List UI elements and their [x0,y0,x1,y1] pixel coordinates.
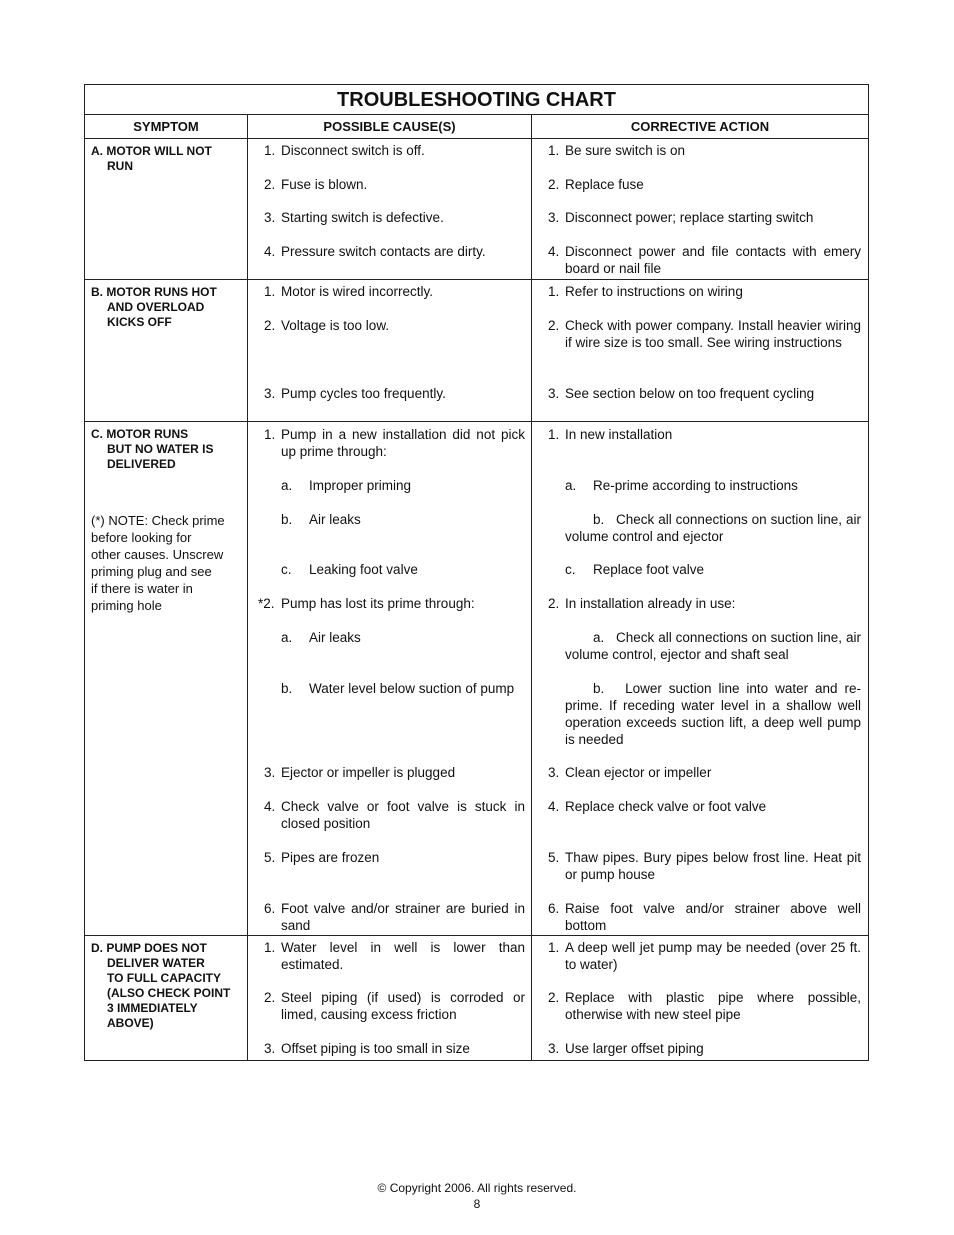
action-item: 1. Be sure switch is on [548,143,686,158]
cause-item: 2. Fuse is blown. [264,177,368,192]
action-subitem: b. Lower suction line into water and re-prime. If receding water level in a shallow well operation exceeds suction lift, a deep well pump is needed [565,681,861,747]
actions-a [532,139,868,279]
action-item: 6. Raise foot valve and/or strainer above well bottom [548,901,861,933]
action-item: 2. Replace fuse [548,177,644,192]
action-item: 2. Check with power company. Install heavier wiring if wire size is too small. See wiring instructions [548,318,861,350]
cause-item: 1. Water level in well is lower than estimated. [264,940,525,972]
symptom-c: C. MOTOR RUNS BUT NO WATER IS DELIVERED (*) NOTE: Check prime before looking for other causes. Unscrew priming plug and see if there is water in priming hole [85,422,248,935]
action-item: 5. Thaw pipes. Bury pipes below frost line. Heat pit or pump house [548,850,861,882]
header-action: CORRECTIVE ACTION [630,119,770,134]
cause-item: 1. Motor is wired incorrectly. [264,284,434,299]
symptom-d: D. PUMP DOES NOT DELIVER WATER TO FULL CAPACITY (ALSO CHECK POINT 3 IMMEDIATELY ABOVE) [85,936,248,1060]
cause-item: *2. Pump has lost its prime through: [258,596,475,611]
troubleshooting-chart [84,84,869,1061]
section-b [85,280,868,422]
action-item: 3. Disconnect power; replace starting switch [548,210,814,225]
cause-subitem: b. Water level below suction of pump [281,681,515,696]
cause-item: 1. Disconnect switch is off. [264,143,425,158]
prime-note: (*) NOTE: Check prime before looking for other causes. Unscrew priming plug and see if there is water in priming hole [91,513,225,613]
action-item: 1. Refer to instructions on wiring [548,284,743,299]
actions-c [532,422,868,935]
action-subitem: b. Check all connections on suction line, air volume control and ejector [565,512,861,544]
action-item: 3. Use larger offset piping [548,1041,704,1056]
chart-title: TROUBLESHOOTING CHART [85,85,868,115]
causes-b [248,280,532,421]
action-subitem: a. Re-prime according to instructions [565,478,798,493]
action-item: 1. In new installation [548,427,673,442]
symptom-b: B. MOTOR RUNS HOT AND OVERLOAD KICKS OFF [85,280,248,421]
action-item: 3. Clean ejector or impeller [548,765,712,780]
cause-subitem: a. Improper priming [281,478,412,493]
cause-item: 2. Voltage is too low. [264,318,390,333]
cause-subitem: c. Leaking foot valve [281,562,418,577]
cause-item: 4. Check valve or foot valve is stuck in closed position [264,799,525,831]
header-cause: POSSIBLE CAUSE(S) [248,115,532,138]
actions-d [532,936,868,1060]
section-c [85,422,868,936]
action-item: 2. In installation already in use: [548,596,736,611]
action-item: 4. Replace check valve or foot valve [548,799,767,814]
cause-item: 3. Starting switch is defective. [264,210,444,225]
cause-item: 1. Pump in a new installation did not pick up prime through: [264,427,525,459]
actions-b [532,280,868,421]
symptom-a: A. MOTOR WILL NOT RUN [85,139,248,279]
header-row [85,115,868,139]
cause-item: 5. Pipes are frozen [264,850,380,865]
causes-c [248,422,532,935]
action-item: 1. A deep well jet pump may be needed (over 25 ft. to water) [548,940,861,972]
header-symptom: SYMPTOM [85,115,248,138]
page-number: 8 [473,1197,481,1211]
action-subitem: c. Replace foot valve [565,562,705,577]
cause-subitem: b. Air leaks [281,512,361,527]
cause-item: 4. Pressure switch contacts are dirty. [264,244,486,259]
cause-subitem: a. Air leaks [281,630,361,645]
cause-item: 6. Foot valve and/or strainer are buried in sand [264,901,525,933]
cause-item: 3. Pump cycles too frequently. [264,386,446,401]
cause-item: 3. Offset piping is too small in size [264,1041,470,1056]
action-subitem: a. Check all connections on suction line, air volume control, ejector and shaft seal [565,630,861,662]
cause-item: 3. Ejector or impeller is plugged [264,765,456,780]
action-item: 3. See section below on too frequent cycling [548,386,815,401]
action-item: 4. Disconnect power and file contacts with emery board or nail file [548,244,861,276]
cause-item: 2. Steel piping (if used) is corroded or limed, causing excess friction [264,990,525,1022]
causes-d [248,936,532,1060]
causes-a [248,139,532,279]
section-a [85,139,868,280]
action-item: 2. Replace with plastic pipe where possible, otherwise with new steel pipe [548,990,861,1022]
copyright-notice: © Copyright 2006. All rights reserved. [377,1181,577,1195]
section-d [85,936,868,1060]
